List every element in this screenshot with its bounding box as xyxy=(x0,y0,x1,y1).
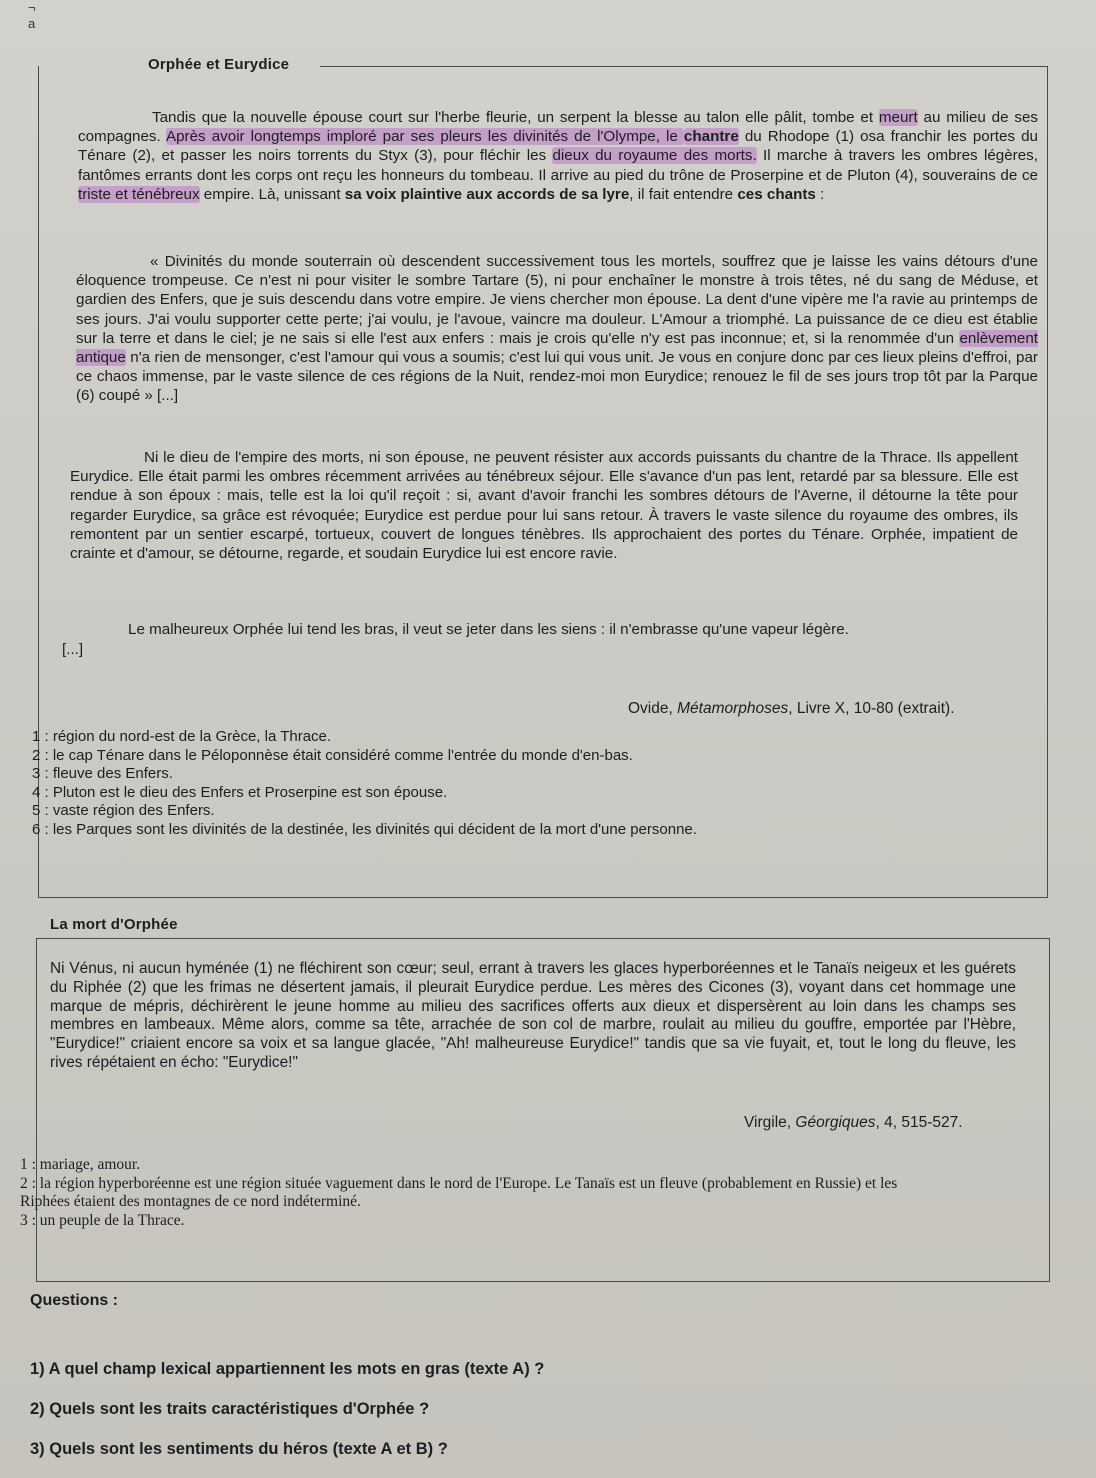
highlight-triste: triste et ténébreux xyxy=(78,185,200,203)
question-2: 2) Quels sont les traits caractéristiques d'Orphée ? xyxy=(30,1400,430,1418)
note-item: 5 : vaste région des Enfers. xyxy=(32,802,215,820)
text-a-paragraph-1: Tandis que la nouvelle épouse court sur l'herbe fleurie, un serpent la blesse au talon elle pâlit, tombe et meurt au milieu de ses compagnes. Après avoir longtemps imploré par ses pleurs les divinités de l'Olympe, le chantre du Rhodope (1) osa franchir les portes du Ténare (2), et passer les noirs torrents du Styx (3), pour fléchir les dieux du royaume des morts. Il marche à travers les ombres légères, fantômes errants dont les corps ont reçu les honneurs du tombeau. Il arrive au pied du trône de Proserpine et de Pluton (4), souverains de ce triste et ténébreux empire. Là, unissant sa voix plaintive aux accords de sa lyre, il fait entendre ces chants : xyxy=(78,109,1038,203)
bold-chants: ces chants xyxy=(737,185,816,203)
note-item: 2 : le cap Ténare dans le Péloponnèse était considéré comme l'entrée du monde d'en-bas. xyxy=(32,746,633,764)
text-a-paragraph-4: Le malheureux Orphée lui tend les bras, il veut se jeter dans les siens : il n'embrasse qu'une vapeur légère. xyxy=(128,621,849,638)
note-item: 2 : la région hyperboréenne est une région située vaguement dans le nord de l'Europe. Le Tanaïs est un fleuve (probablement en Russie) et les Riphées étaient des montagnes de ce nord indéterminé. xyxy=(20,1174,898,1211)
highlight-dieux: dieux du royaume des morts. xyxy=(552,147,757,165)
text-a-ellipsis: [...] xyxy=(62,641,84,658)
corner-mark-1: ¬ xyxy=(28,0,36,15)
bold-chantre: chantre xyxy=(683,128,739,146)
text-a-source: Ovide, Métamorphoses, Livre X, 10-80 (extrait). xyxy=(628,700,955,717)
text-b-title: La mort d'Orphée xyxy=(50,916,178,933)
text-b-paragraph: Ni Vénus, ni aucun hyménée (1) ne fléchirent son cœur; seul, errant à travers les glaces hyperboréennes et le Tanaïs neigeux et les guérets du Riphée (2) que les frimas ne désertent jamais, il pleurait Eurydice perdue. Les mères des Cicones (3), voyant dans cet hommage une marque de mépris, déchirèrent le jeune homme au milieu des sacrifices offerts aux dieux et dispersèrent au loin dans les champs ses membres en lambeaux. Même alors, comme sa tête, arrachée de son col de marbre, roulait au milieu du gouffre, emportée par l'Hèbre, "Eurydice!" criaient encore sa voix et sa langue glacée, "Ah! malheureuse Eurydice!" tandis que sa vie fuyait, et, tout le long du fleuve, les rives répétaient en écho: "Eurydice!" xyxy=(50,960,1016,1071)
question-1: 1) A quel champ lexical appartiennent les mots en gras (texte A) ? xyxy=(30,1360,545,1378)
question-3: 3) Quels sont les sentiments du héros (texte A et B) ? xyxy=(30,1440,448,1458)
questions-heading: Questions : xyxy=(30,1292,119,1309)
corner-mark-2: a xyxy=(28,16,36,31)
highlight-meurt: meurt xyxy=(878,109,918,126)
note-item: 3 : fleuve des Enfers. xyxy=(32,765,173,783)
text-b-notes xyxy=(20,1156,940,1230)
text-a-paragraph-2: « Divinités du monde souterrain où descendent successivement tous les mortels, souffrez que je laisse les vains détours d'une éloquence trompeuse. Ce n'est ni pour visiter le sombre Tartare (5), ni pour enchaîner le monstre à trois têtes, né du sang de Méduse, et gardien des Enfers, que je suis descendu dans votre empire. Je viens chercher mon épouse. La dent d'une vipère me l'a ravie au printemps de ses jours. J'ai voulu supporter cette perte; j'ai voulu, je l'avoue, vaincre ma douleur. L'Amour a triomphé. La puissance de ce dieu est établie sur la terre et dans le ciel; je ne sais si elle l'est aux enfers : mais je crois qu'elle n'y est pas inconnue; et, si la renommée d'un enlèvement antique n'a rien de mensonger, c'est l'amour qui vous a soumis; c'est lui qui vous unit. Je vous en conjure donc par ces lieux pleins d'effroi, par ce chaos immense, par le vaste silence de ces régions de la Nuit, rendez-moi mon Eurydice; renouez le fil de ses jours trop tôt par la Parque (6) coupé » [...] xyxy=(76,253,1038,405)
highlight-enlevement: enlèvement antique xyxy=(76,329,1038,367)
text-a-frame-top xyxy=(320,66,1048,67)
text-b-source: Virgile, Géorgiques, 4, 515-527. xyxy=(744,1114,963,1131)
text-a-notes xyxy=(32,728,1032,840)
note-item: 4 : Pluton est le dieu des Enfers et Proserpine est son épouse. xyxy=(32,783,448,801)
note-item: 1 : mariage, amour. xyxy=(20,1156,141,1173)
note-item: 6 : les Parques sont les divinités de la destinée, les divinités qui décident de la mort d'une personne. xyxy=(32,820,697,838)
bold-voix-lyre: sa voix plaintive aux accords de sa lyre xyxy=(344,185,630,203)
highlight-implore: Après avoir longtemps imploré par ses pleurs les divinités de l'Olympe, le xyxy=(165,128,684,146)
note-item: 1 : région du nord-est de la Grèce, la Thrace. xyxy=(32,728,332,745)
text-a-paragraph-3: Ni le dieu de l'empire des morts, ni son épouse, ne peuvent résister aux accords puissants du chantre de la Thrace. Ils appellent Eurydice. Elle était parmi les ombres récemment arrivées au ténébreux séjour. Elle s'avance d'un pas lent, retardé par sa blessure. Elle est rendue à son époux : mais, telle est la loi qu'il reçoit : si, avant d'avoir franchi les sombres détours de l'Averne, il détourne la tête pour regarder Eurydice, sa grâce est révoquée; Eurydice est perdue pour lui sans retour. À travers le vaste silence du royaume des ombres, ils remontent par un sentier escarpé, tortueux, couvert de longues ténèbres. Ils approchaient des portes du Ténare. Orphée, impatient de crainte et d'amour, se détourne, regarde, et soudain Eurydice lui est encore ravie. xyxy=(70,449,1018,563)
text-a-title: Orphée et Eurydice xyxy=(148,56,290,73)
note-item: 3 : un peuple de la Thrace. xyxy=(20,1211,185,1229)
